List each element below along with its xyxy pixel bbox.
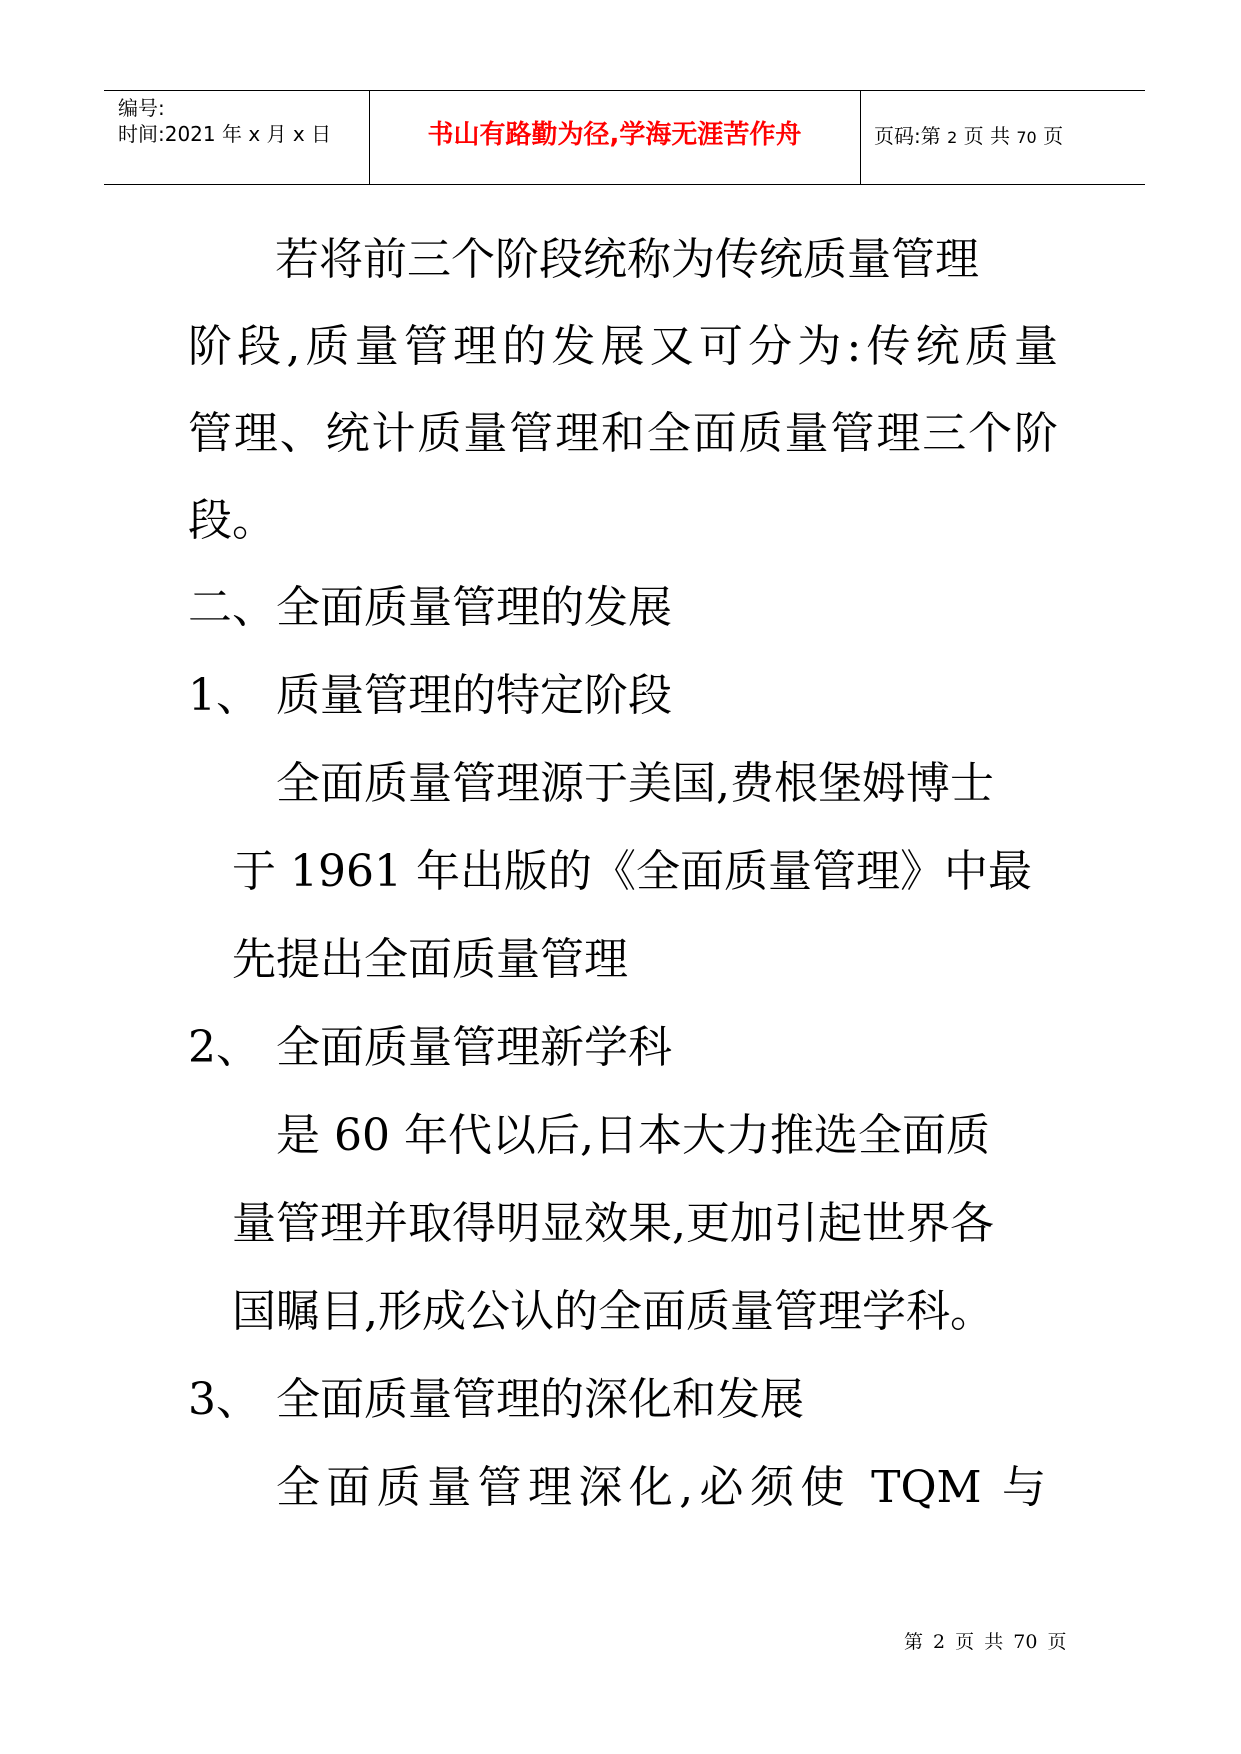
list-item-number: 1、 bbox=[188, 670, 260, 721]
paragraph-line: 是 60 年代以后,日本大力推选全面质 bbox=[276, 1110, 990, 1161]
page-middle: 页 共 bbox=[963, 124, 1011, 148]
document-header bbox=[104, 90, 1145, 185]
section-heading: 二、全面质量管理的发展 bbox=[188, 582, 672, 633]
paragraph-line: 段。 bbox=[188, 495, 276, 546]
paragraph-line: 阶段,质量管理的发展又可分为:传统质量 bbox=[188, 321, 1058, 372]
page-footer: 第 2 页 共 70 页 bbox=[904, 1631, 1067, 1653]
paragraph-line: 于 1961 年出版的《全面质量管理》中最 bbox=[232, 846, 1032, 897]
page-total: 70 bbox=[1016, 128, 1037, 147]
list-item-title: 全面质量管理的深化和发展 bbox=[276, 1374, 804, 1425]
paragraph-line: 若将前三个阶段统称为传统质量管理 bbox=[275, 234, 979, 285]
header-page-info bbox=[874, 123, 1063, 151]
paragraph-line: 先提出全面质量管理 bbox=[232, 934, 628, 985]
paragraph-line: 全面质量管理源于美国,费根堡姆博士 bbox=[276, 758, 994, 809]
page-suffix: 页 bbox=[1043, 124, 1064, 148]
paragraph-line: 全面质量管理深化,必须使 TQM 与 bbox=[276, 1462, 1046, 1513]
list-item-number: 2、 bbox=[188, 1022, 260, 1073]
paragraph-line: 管理、统计质量管理和全面质量管理三个阶 bbox=[188, 408, 1058, 459]
paragraph-line: 国瞩目,形成公认的全面质量管理学科。 bbox=[232, 1286, 994, 1337]
document-date: 时间:2021 年 x 月 x 日 bbox=[118, 122, 332, 146]
paragraph-line: 量管理并取得明显效果,更加引起世界各 bbox=[232, 1198, 994, 1249]
header-motto: 书山有路勤为径,学海无涯苦作舟 bbox=[427, 120, 802, 150]
page-prefix: 页码:第 bbox=[874, 124, 941, 148]
list-item-title: 质量管理的特定阶段 bbox=[276, 670, 672, 721]
page-current: 2 bbox=[947, 128, 958, 147]
list-item-title: 全面质量管理新学科 bbox=[276, 1022, 672, 1073]
list-item-number: 3、 bbox=[188, 1374, 260, 1425]
header-divider bbox=[860, 91, 861, 184]
document-code-label: 编号: bbox=[118, 96, 165, 120]
